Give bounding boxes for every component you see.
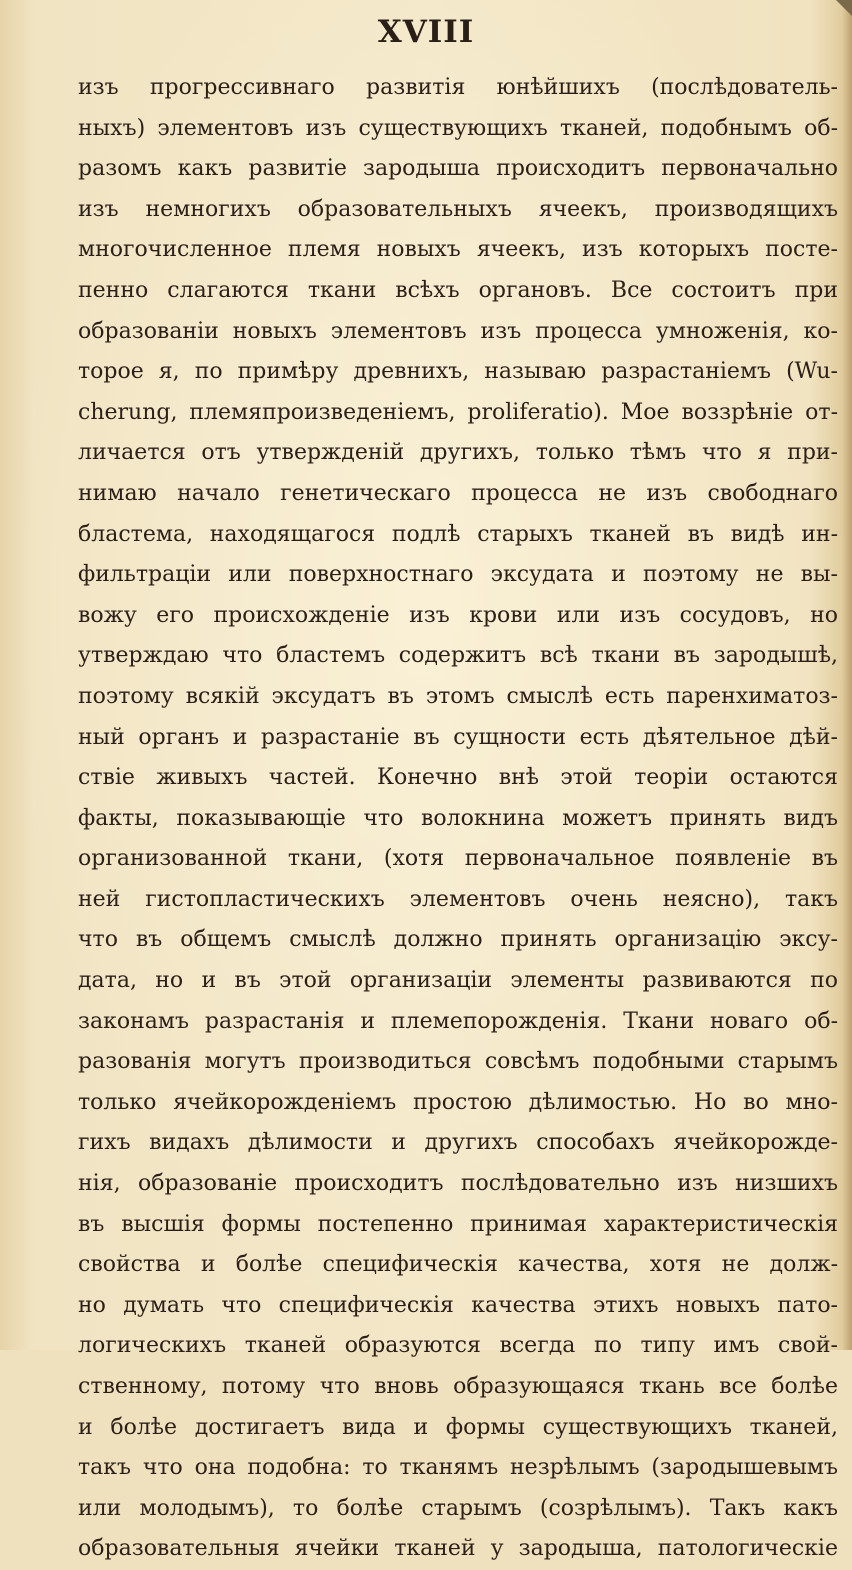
text-line: организованной ткани, (хотя первоначальное появленіе въ (78, 846, 838, 872)
text-line: вожу его происхожденіе изъ крови или изъ сосудовъ, но (78, 602, 838, 628)
text-line: разомъ какъ развитіе зародыша происходитъ первоначально (78, 156, 838, 182)
text-line: изъ немногихъ образовательныхъ ячеекъ, производящихъ (78, 196, 838, 222)
page-number: XVIII (377, 14, 475, 50)
text-line: фильтраціи или поверхностнаго эксудата и поэтому не вы- (78, 562, 838, 588)
text-line: дата, но и въ этой организаціи элементы развиваются по (78, 968, 838, 994)
text-line: логическихъ тканей образуются всегда по типу имъ свой- (78, 1333, 838, 1359)
text-line: личается отъ утвержденій другихъ, только тѣмъ что я при- (78, 440, 838, 466)
text-line: ней гистопластическихъ элементовъ очень неясно), такъ (78, 886, 838, 912)
text-line: ный органъ и разрастаніе въ сущности есть дѣятельное дѣй- (78, 724, 838, 750)
text-line: и болѣе достигаетъ вида и формы существующихъ тканей, (78, 1414, 838, 1440)
text-line: факты, показывающіе что волокнина можетъ принять видъ (78, 805, 838, 831)
text-line: но думать что специфическія качества этихъ новыхъ пато- (78, 1292, 838, 1318)
text-line: нія, образованіе происходитъ послѣдовательно изъ низшихъ (78, 1171, 838, 1197)
text-line: бластема, находящагося подлѣ старыхъ тканей въ видѣ ин- (78, 521, 838, 547)
text-line: образованіи новыхъ элементовъ изъ процесса умноженія, ко- (78, 318, 838, 344)
text-line: cherung, племяпроизведеніемъ, proliferatio). Мое воззрѣніе от- (78, 399, 838, 425)
text-line: разованія могутъ производиться совсѣмъ подобными старымъ (78, 1049, 838, 1075)
text-line: или молодымъ), то болѣе старымъ (созрѣлымъ). Такъ какъ (78, 1495, 838, 1521)
text-line: пенно слагаются ткани всѣхъ органовъ. Все состоитъ при (78, 277, 838, 303)
text-line: ныхъ) элементовъ изъ существующихъ тканей, подобнымъ об- (78, 115, 838, 141)
text-line: изъ прогрессивнаго развитія юнѣйшихъ (послѣдователь- (78, 75, 838, 100)
text-line: образовательныя ячейки тканей у зародыша, патологическіе (78, 1536, 838, 1562)
text-line: законамъ разрастанія и племепорожденія. Ткани новаго об- (78, 1008, 838, 1034)
text-line: только ячейкорожденіемъ простою дѣлимостью. Но во мно- (78, 1089, 838, 1115)
text-line: такъ что она подобна: то тканямъ незрѣлымъ (зародышевымъ (78, 1455, 838, 1481)
text-line: утверждаю что бластемъ содержитъ всѣ ткани въ зародышѣ, (78, 643, 838, 669)
text-line: торое я, по примѣру древнихъ, называю разрастаніемъ (Wu- (78, 359, 838, 385)
page-spine-shadow (842, 0, 852, 1350)
text-line: гихъ видахъ дѣлимости и другихъ способахъ ячейкорожде- (78, 1130, 838, 1156)
text-line: ственному, потому что вновь образующаяся ткань все болѣе (78, 1374, 838, 1399)
text-line: поэтому всякій эксудатъ въ этомъ смыслѣ есть паренхиматоз- (78, 683, 838, 709)
text-line: многочисленное племя новыхъ ячеекъ, изъ которыхъ посте- (78, 237, 838, 263)
body-text (78, 68, 838, 1570)
text-line: въ высшія формы постепенно принимая характеристическія (78, 1211, 838, 1237)
text-line: что въ общемъ смыслѣ должно принять организацію эксу- (78, 927, 838, 953)
text-line: ствіе живыхъ частей. Конечно внѣ этой теоріи остаются (78, 765, 838, 791)
text-line: нимаю начало генетическаго процесса не изъ свободнаго (78, 480, 838, 506)
text-line: свойства и болѣе специфическія качества, хотя не долж- (78, 1252, 838, 1278)
